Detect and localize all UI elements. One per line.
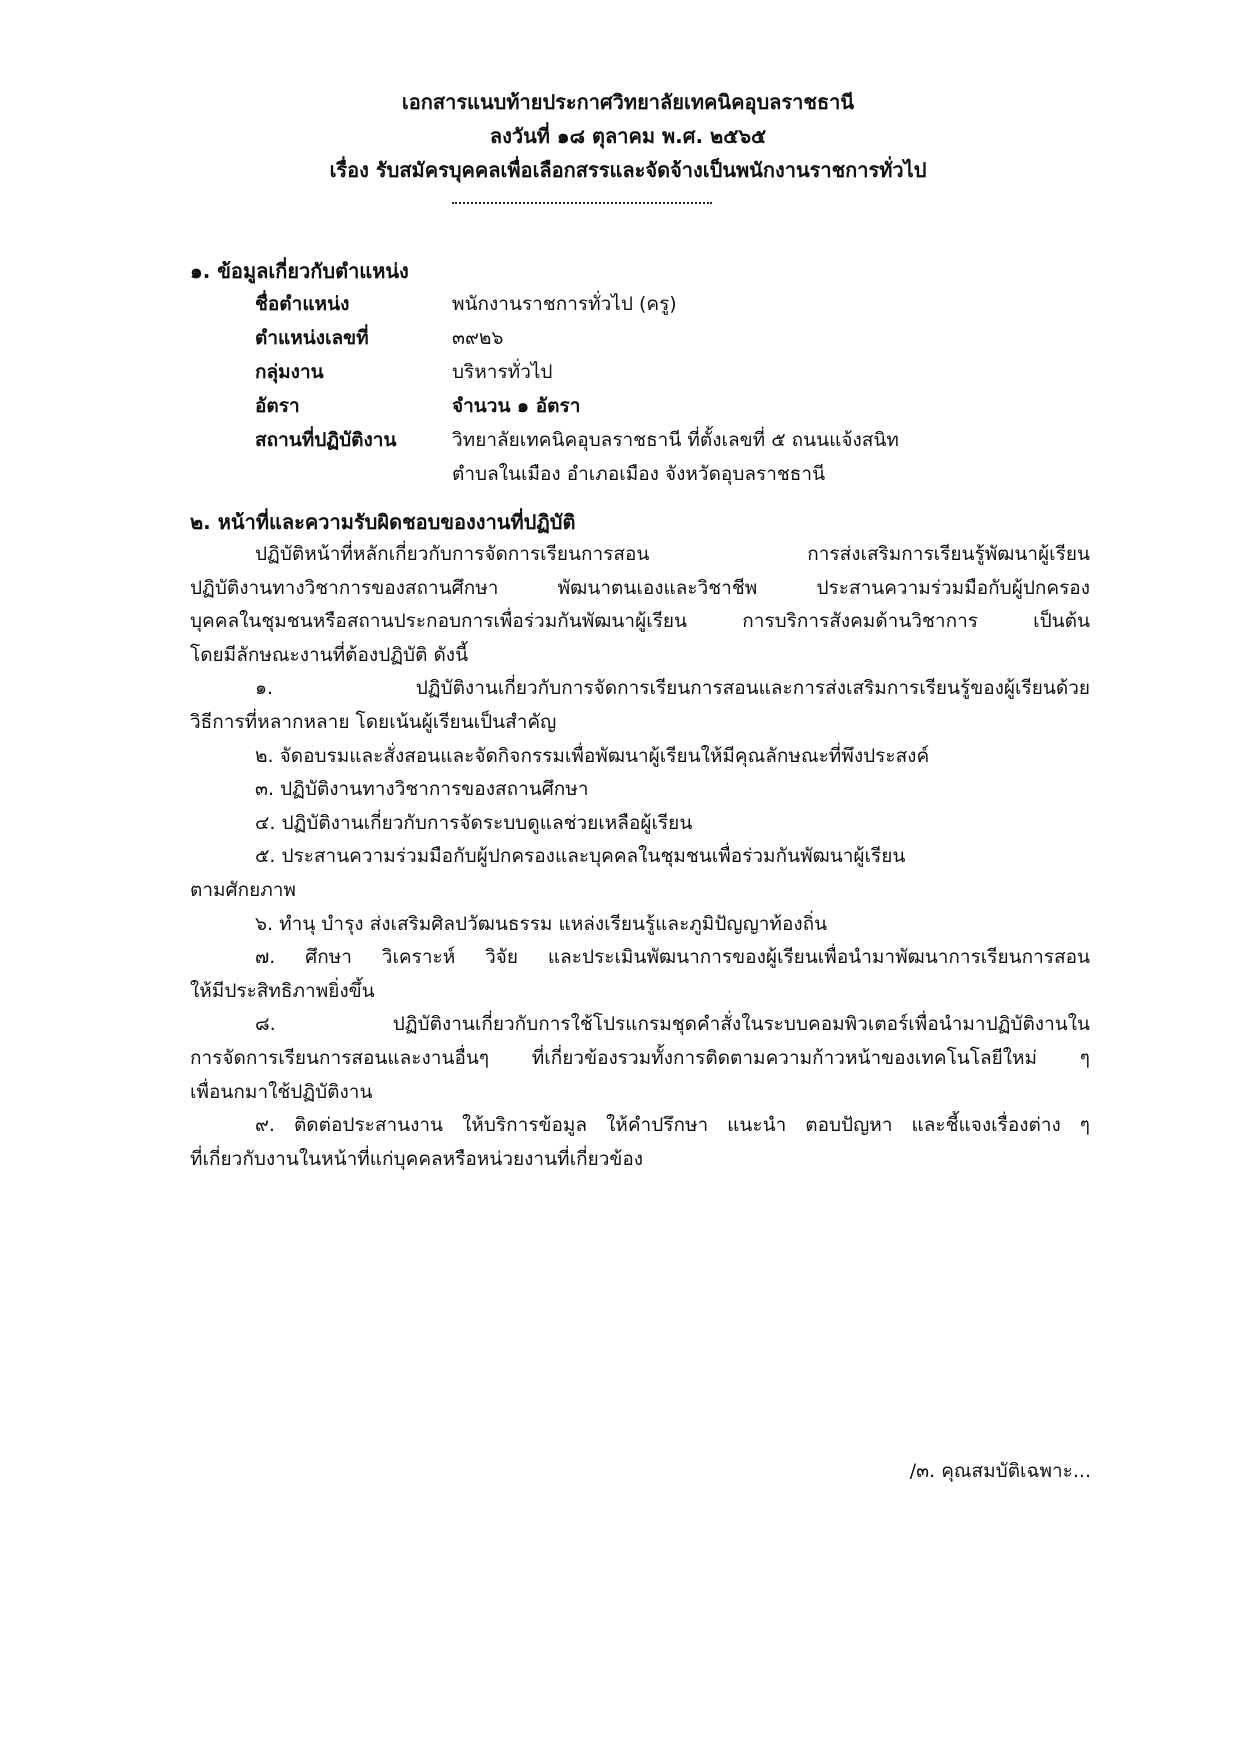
section2-title: ๒. หน้าที่และความรับผิดชอบของงานที่ปฏิบัติ bbox=[190, 510, 576, 534]
duty-item-7-cont: ให้มีประสิทธิภาพยิ่งขึ้น bbox=[190, 979, 375, 1002]
value-rate: จำนวน ๑ อัตรา bbox=[452, 395, 581, 417]
duty-line: โดยมีลักษณะงานที่ต้องปฏิบัติ ดังนี้ bbox=[190, 643, 469, 666]
duty-item-4: ๔. ปฏิบัติงานเกี่ยวกับการจัดระบบดูแลช่วยเหลือผู้เรียน bbox=[255, 811, 693, 834]
value-position-number: ๓๙๒๖ bbox=[452, 327, 504, 349]
value-workplace: วิทยาลัยเทคนิคอุบลราชธานี ที่ตั้งเลขที่ ๕ ถนนแจ้งสนิท bbox=[452, 429, 899, 451]
duty-item-9: ๙. ติดต่อประสานงาน ให้บริการข้อมูล ให้คำปรึกษา แนะนำ ตอบปัญหา และชี้แจงเรื่องต่าง ๆ bbox=[255, 1114, 1090, 1137]
duty-item-1: ๑. ปฏิบัติงานเกี่ยวกับการจัดการเรียนการสอนและการส่งเสริมการเรียนรู้ของผู้เรียนด้วย bbox=[255, 677, 1090, 700]
value-work-group: บริหารทั่วไป bbox=[452, 361, 553, 383]
duty-line: ปฏิบัติหน้าที่หลักเกี่ยวกับการจัดการเรียนการสอน การส่งเสริมการเรียนรู้พัฒนาผู้เรียน bbox=[255, 543, 1090, 565]
label-position-name: ชื่อตำแหน่ง bbox=[255, 293, 350, 315]
duty-item-1-cont: วิธีการที่หลากหลาย โดยเน้นผู้เรียนเป็นสำคัญ bbox=[190, 710, 557, 733]
label-work-group: กลุ่มงาน bbox=[255, 361, 324, 383]
header-title: เอกสารแนบท้ายประกาศวิทยาลัยเทคนิคอุบลราชธานี bbox=[401, 90, 855, 114]
section1-title: ๑. ข้อมูลเกี่ยวกับตำแหน่ง bbox=[190, 259, 409, 283]
header-date: ลงวันที่ ๑๘ ตุลาคม พ.ศ. ๒๕๖๕ bbox=[489, 124, 767, 148]
duty-item-3: ๓. ปฏิบัติงานทางวิชาการของสถานศึกษา bbox=[255, 778, 589, 801]
label-workplace: สถานที่ปฏิบัติงาน bbox=[255, 429, 397, 451]
value-workplace-line2: ตำบลในเมือง อำเภอเมือง จังหวัดอุบลราชธานี bbox=[452, 463, 826, 485]
duty-item-8-cont: การจัดการเรียนการสอนและงานอื่นๆ ที่เกี่ยวข้องรวมทั้งการติดตามความก้าวหน้าของเทคโนโลยีใหม่ ๆ bbox=[190, 1046, 1090, 1069]
label-position-number: ตำแหน่งเลขที่ bbox=[255, 327, 369, 349]
duty-line: ปฏิบัติงานทางวิชาการของสถานศึกษา พัฒนาตนเองและวิชาชีพ ประสานความร่วมมือกับผู้ปกครอง bbox=[190, 576, 1090, 599]
duty-line: บุคคลในชุมชนหรือสถานประกอบการเพื่อร่วมกันพัฒนาผู้เรียน การบริการสังคมด้านวิชาการ เป็นต้น bbox=[190, 610, 1090, 633]
duty-item-7: ๗. ศึกษา วิเคราะห์ วิจัย และประเมินพัฒนาการของผู้เรียนเพื่อนำมาพัฒนาการเรียนการสอน bbox=[255, 946, 1090, 969]
label-rate: อัตรา bbox=[255, 395, 300, 417]
duty-item-9-cont: ที่เกี่ยวกับงานในหน้าที่แก่บุคคลหรือหน่วยงานที่เกี่ยวข้อง bbox=[190, 1147, 644, 1170]
duty-item-2: ๒. จัดอบรมและสั่งสอนและจัดกิจกรรมเพื่อพัฒนาผู้เรียนให้มีคุณลักษณะที่พึงประสงค์ bbox=[255, 744, 930, 767]
header-subject: เรื่อง รับสมัครบุคคลเพื่อเลือกสรรและจัดจ้างเป็นพนักงานราชการทั่วไป bbox=[329, 158, 927, 182]
duty-item-5-cont: ตามศักยภาพ bbox=[190, 878, 296, 901]
duty-item-8-cont2: เพื่อนกมาใช้ปฏิบัติงาน bbox=[190, 1080, 373, 1103]
value-position-name: พนักงานราชการทั่วไป (ครู) bbox=[452, 293, 677, 315]
duty-item-6: ๖. ทำนุ บำรุง ส่งเสริมศิลปวัฒนธรรม แหล่งเรียนรู้และภูมิปัญญาท้องถิ่น bbox=[255, 912, 828, 935]
section2-body bbox=[190, 538, 1090, 1176]
dotted-divider bbox=[452, 192, 712, 204]
continued-note: /๓. คุณสมบัติเฉพาะ... bbox=[909, 1460, 1091, 1482]
duty-item-8: ๘. ปฏิบัติงานเกี่ยวกับการใช้โปรแกรมชุดคำสั่งในระบบคอมพิวเตอร์เพื่อนำมาปฏิบัติงานใน bbox=[255, 1013, 1090, 1036]
duty-item-5: ๕. ประสานความร่วมมือกับผู้ปกครองและบุคคลในชุมชนเพื่อร่วมกันพัฒนาผู้เรียน bbox=[255, 845, 906, 868]
